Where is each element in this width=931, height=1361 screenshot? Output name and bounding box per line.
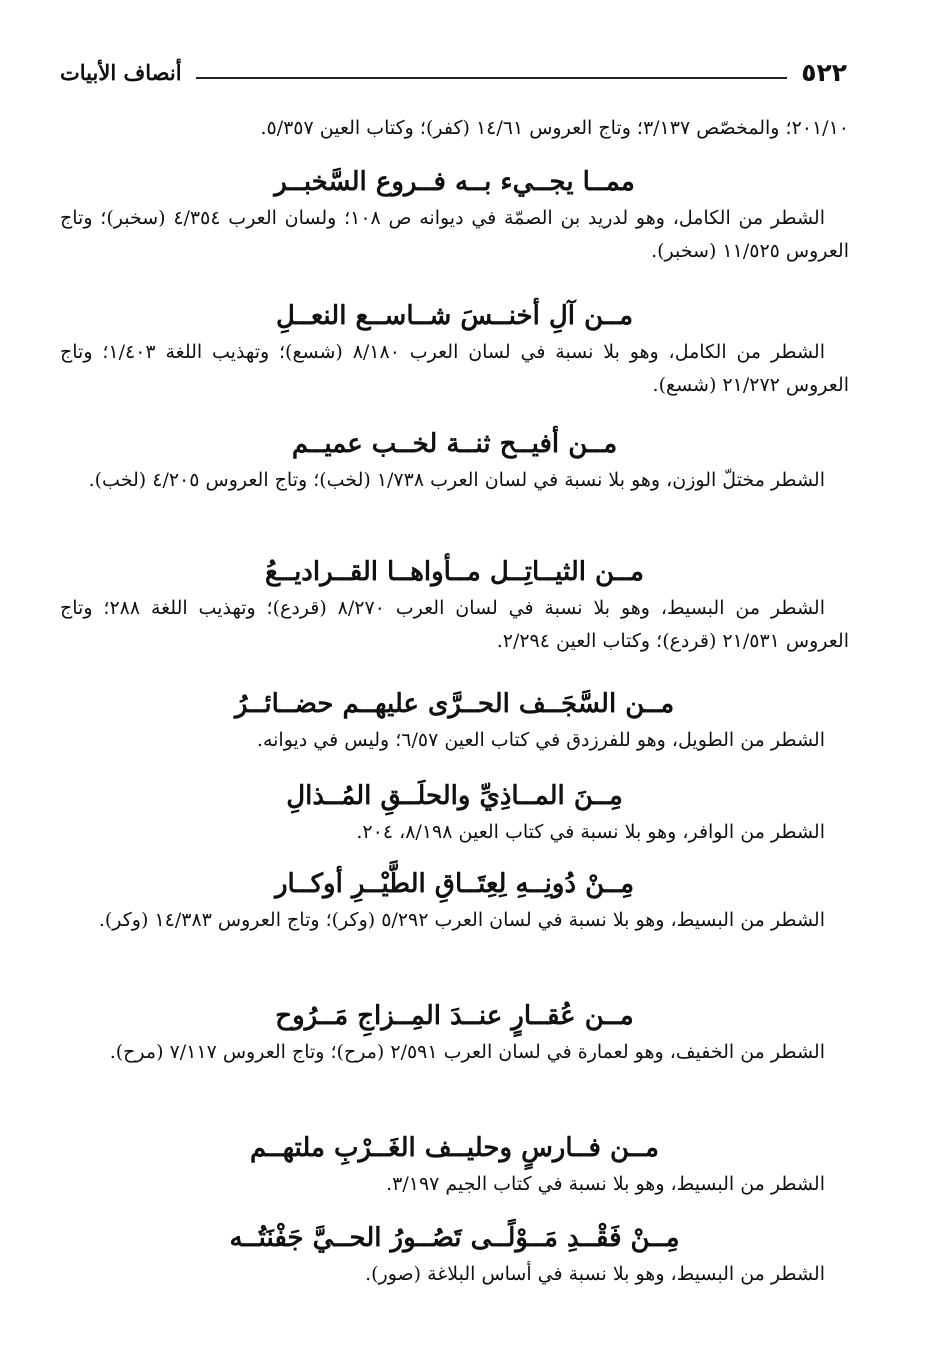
verse-line: مــن فــارسٍ وحليــف الغَــرْبِ ملتهــم (250, 1133, 659, 1163)
verse-entry (60, 552, 849, 658)
note-text: الشطر من البسيط، وهو بلا نسبة في لسان العرب ٨/٢٧٠ (قردع)؛ وتهذيب اللغة ٢٨٨؛ وتاج العروس ٢١/٥٣١ (قردع)؛ وكتاب العين ٢/٢٩٤. (60, 597, 849, 652)
verse-line: مِــنْ دُونِــهِ لِعِتَــاقِ الطَّيْــرِ أوكــار (274, 869, 635, 899)
note-text: الشطر مختلّ الوزن، وهو بلا نسبة في لسان العرب ١/٧٣٨ (لخب)؛ وتاج العروس ٤/٢٠٥ (لخب). (88, 469, 825, 491)
verse-line: مِــنَ المــاذِيِّ والحلَــقِ المُــذالِ (286, 781, 623, 811)
page-header (60, 56, 847, 88)
verse-line: مِــنْ فَقْــدِ مَــوْلًــى تَصُــورُ الحــيَّ جَفْنَتُــه (229, 1223, 680, 1253)
verse-entry (60, 776, 849, 849)
note-text: الشطر من الكامل، وهو بلا نسبة في لسان العرب ٨/١٨٠ (شسع)؛ وتهذيب اللغة ١/٤٠٣؛ وتاج العروس ٢١/٢٧٢ (شسع). (60, 341, 849, 396)
page-number: ٥٢٢ (801, 58, 847, 87)
verse-line: مــن أفيــح ثنــة لخــب عميــم (291, 429, 618, 459)
note-text: ٢٠١/١٠؛ والمخصّص ٣/١٣٧؛ وتاج العروس ١٤/٦١ (كفر)؛ وكتاب العين ٥/٣٥٧. (260, 117, 849, 139)
note-text: الشطر من الخفيف، وهو لعمارة في لسان العرب ٢/٥٩١ (مرح)؛ وتاج العروس ٧/١١٧ (مرح). (109, 1041, 825, 1063)
verse-line: مــن عُقــارٍ عنــدَ المِــزاجِ مَــرُوح (275, 1001, 634, 1031)
note-text: الشطر من الوافر، وهو بلا نسبة في كتاب العين ٨/١٩٨، ٢٠٤. (356, 821, 825, 843)
verse-line: مــن الثيــاتِــل مــأواهــا القــراديــعُ (265, 557, 644, 587)
verse-line: مــن السَّجَــف الحــرَّى عليهــم حضــائــرُ (234, 689, 675, 719)
note-text: الشطر من البسيط، وهو بلا نسبة في لسان العرب ٥/٢٩٢ (وكر)؛ وتاج العروس ١٤/٣٨٣ (وكر). (98, 909, 825, 931)
verse-entry (60, 864, 849, 937)
verse-entry (60, 1218, 849, 1291)
verse-entry (60, 296, 849, 402)
note-text: الشطر من الكامل، وهو لدريد بن الصمّة في ديوانه ص ١٠٨؛ ولسان العرب ٤/٣٥٤ (سخبر)؛ وتاج العروس ١١/٥٢٥ (سخبر). (60, 207, 849, 262)
note-text: الشطر من البسيط، وهو بلا نسبة في كتاب الجيم ٣/١٩٧. (386, 1173, 825, 1195)
verse-entry (60, 424, 849, 497)
note-text: الشطر من الطويل، وهو للفرزدق في كتاب العين ٦/٥٧؛ وليس في ديوانه. (256, 729, 825, 751)
verse-entry (60, 996, 849, 1069)
verse-entry (60, 684, 849, 757)
verse-entry (60, 162, 849, 268)
verse-entry (60, 1128, 849, 1201)
note-text: الشطر من البسيط، وهو بلا نسبة في أساس البلاغة (صور). (365, 1263, 825, 1285)
verse-line: ممــا يجــيء بــه فــروع السَّخبــر (274, 167, 635, 197)
continuation-note (60, 112, 849, 145)
running-title: أنصاف الأبيات (60, 60, 182, 85)
verse-line: مــن آلِ أخنــسَ شــاســع النعــلِ (275, 301, 634, 331)
header-rule (196, 77, 788, 79)
